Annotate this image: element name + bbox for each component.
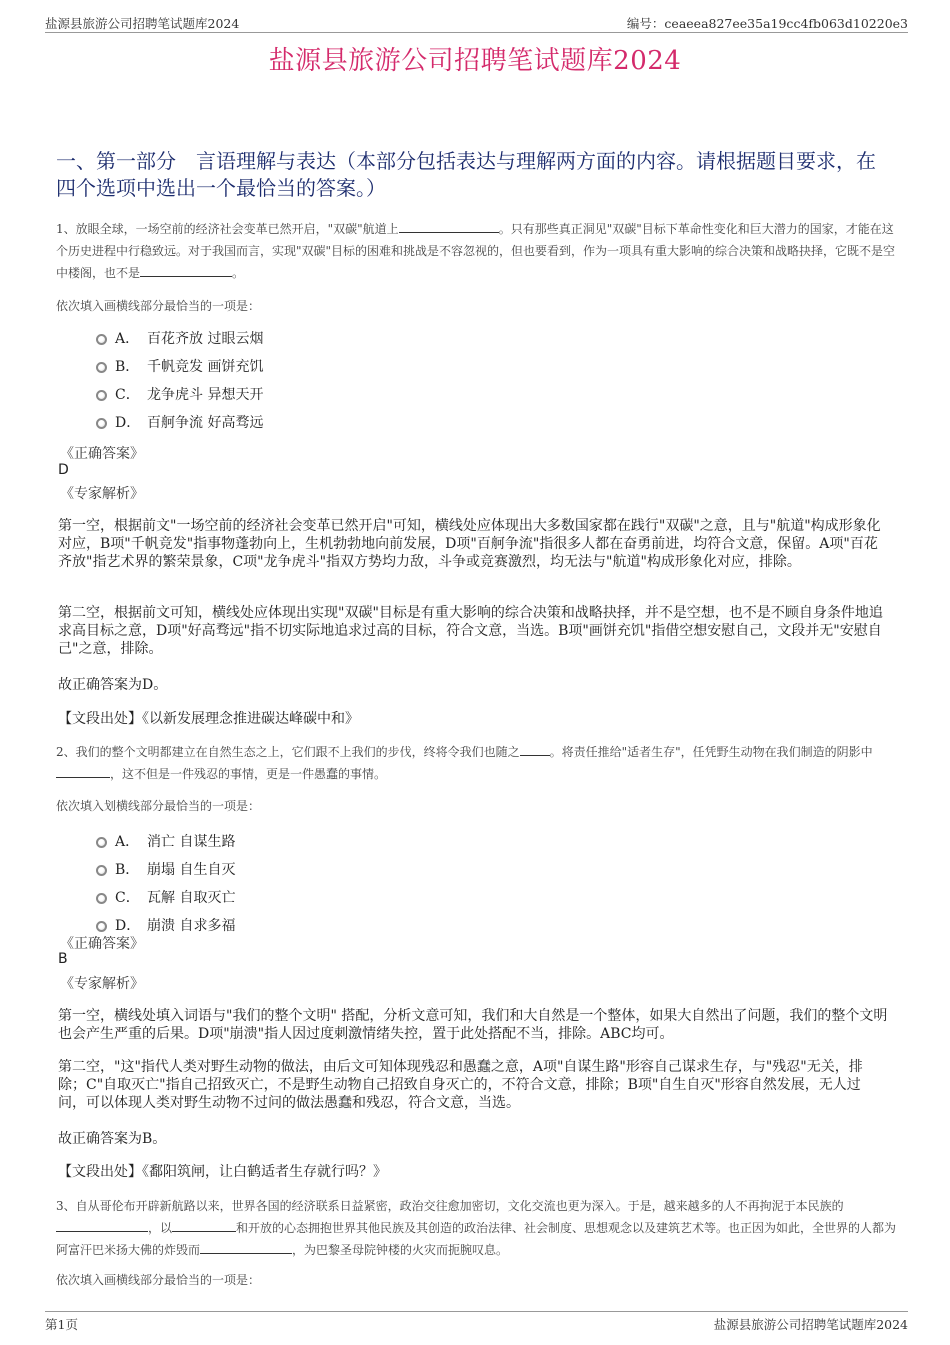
- source-note: 【文段出处】《以新发展理念推进碳达峰碳中和》: [58, 711, 359, 727]
- radio-icon[interactable]: [96, 893, 107, 904]
- question-1-prompt: 依次填入画横线部分最恰当的一项是：: [56, 299, 261, 313]
- question-2-text: 2、我们的整个文明都建立在自然生态之上，它们跟不上我们的步伐，终将令我们也随之 。将责任推给"适者生存"，任凭野生动物在我们制造的阴影中，这不但是一件残忍的事情，更是一件愚蠢的事情。: [56, 741, 898, 785]
- option-a[interactable]: A． 百花齐放 过眼云烟: [96, 325, 263, 353]
- header-left: 盐源县旅游公司招聘笔试题库2024: [45, 16, 240, 31]
- analysis-paragraph: 第一空，根据前文"一场空前的经济社会变革已然开启"可知，横线处应体现出大多数国家都在践行"双碳"之意，且与"航道"构成形象化对应，B项"千帆竞发"指事物蓬勃向上，生机勃勃地向前发展，D项"百舸争流"指很多人都在奋勇前进，均符合文意，保留。A项"百花齐放"指艺术界的繁荣景象，C项"龙争虎斗"指双方势均力敌，斗争或竞赛激烈，均无法与"航道"构成形象化对应，排除。: [58, 518, 881, 570]
- blank-line: [56, 764, 110, 778]
- source-note: 【文段出处】《鄱阳筑闸，让白鹤适者生存就行吗？》: [58, 1164, 387, 1180]
- blank-line: [140, 263, 232, 277]
- option-c[interactable]: C． 龙争虎斗 异想天开: [96, 381, 263, 409]
- analysis-label: 《专家解析》: [60, 486, 144, 502]
- option-b[interactable]: B． 崩塌 自生自灭: [96, 856, 235, 884]
- question-2-prompt: 依次填入划横线部分最恰当的一项是：: [56, 799, 261, 813]
- radio-icon[interactable]: [96, 334, 107, 345]
- blank-line: [56, 1218, 148, 1232]
- question-3-text: 3、自从哥伦布开辟新航路以来，世界各国的经济联系日益紧密，政治交往愈加密切，文化交流也更为深入。于是，越来越多的人不再拘泥于本民族的，以 和开放的心态拥抱世界其他民族及其创造的政治法律、社会制度、思想观念以及建筑艺术等。也正因为如此，全世界的人都为阿富汗巴米扬大佛的炸毁而 ，为巴黎圣母院钟楼的火灾而扼腕叹息。: [56, 1199, 897, 1257]
- option-a[interactable]: A． 消亡 自谋生路: [96, 828, 235, 856]
- answer-label: 《正确答案》: [60, 446, 144, 462]
- option-d[interactable]: D． 百舸争流 好高骛远: [96, 409, 263, 437]
- page-footer: [45, 1311, 908, 1332]
- page-title: 盐源县旅游公司招聘笔试题库2024: [268, 46, 682, 76]
- page-number: 第1页: [45, 1317, 78, 1332]
- radio-icon[interactable]: [96, 362, 107, 373]
- answer-label: 《正确答案》: [60, 936, 144, 952]
- blank-line: [172, 1218, 236, 1232]
- question-3-prompt: 依次填入画横线部分最恰当的一项是：: [56, 1273, 261, 1287]
- question-1-options: [96, 325, 263, 437]
- radio-icon[interactable]: [96, 837, 107, 848]
- page-header: [45, 14, 908, 33]
- radio-icon[interactable]: [96, 865, 107, 876]
- footer-title: 盐源县旅游公司招聘笔试题库2024: [713, 1317, 908, 1332]
- option-d[interactable]: D． 崩溃 自求多福: [96, 912, 235, 940]
- blank-line: [200, 1240, 292, 1254]
- blank-line: [399, 219, 499, 233]
- radio-icon[interactable]: [96, 921, 107, 932]
- answer-value: D: [58, 462, 69, 478]
- analysis-paragraph: 第二空，"这"指代人类对野生动物的做法，由后文可知体现残忍和愚蠢之意，A项"自谋生路"形容自己谋求生存，与"残忍"无关，排除；C"自取灭亡"指自己招致灭亡，不是野生动物自己招致自身灭亡的，不符合文意，排除；B项"自生自灭"形容自然发展，无人过问，可以体现人类对野生动物不过问的做法愚蠢和残忍，符合文意，当选。: [58, 1059, 863, 1111]
- radio-icon[interactable]: [96, 390, 107, 401]
- analysis-conclusion: 故正确答案为B。: [58, 1131, 167, 1147]
- question-2-options: [96, 828, 235, 940]
- option-c[interactable]: C． 瓦解 自取灭亡: [96, 884, 235, 912]
- radio-icon[interactable]: [96, 418, 107, 429]
- header-doc-id: 编号：ceaeea827ee35a19cc4fb063d10220e3: [626, 16, 908, 31]
- analysis-conclusion: 故正确答案为D。: [58, 677, 168, 693]
- analysis-paragraph: 第一空，横线处填入词语与"我们的整个文明" 搭配，分析文意可知，我们和大自然是一个整体，如果大自然出了问题，我们的整个文明也会产生严重的后果。D项"崩溃"指人因过度刺激情绪失控，置于此处搭配不当，排除。ABC均可。: [58, 1008, 888, 1042]
- option-b[interactable]: B． 千帆竞发 画饼充饥: [96, 353, 263, 381]
- blank-line: [520, 742, 550, 756]
- analysis-label: 《专家解析》: [60, 976, 144, 992]
- section-heading: 一、第一部分 言语理解与表达（本部分包括表达与理解两方面的内容。请根据题目要求，在四个选项中选出一个最恰当的答案。）: [56, 149, 876, 200]
- analysis-paragraph: 第二空，根据前文可知，横线处应体现出实现"双碳"目标是有重大影响的综合决策和战略抉择，并不是空想，也不是不顾自身条件地追求高目标之意，D项"好高骛远"指不切实际地追求过高的目标，符合文意，当选。B项"画饼充饥"指借空想安慰自己，文段并无"安慰自己"之意，排除。: [58, 605, 883, 657]
- question-1-text: 1、放眼全球，一场空前的经济社会变革已然开启，"双碳"航道上 。只有那些真正洞见"双碳"目标下革命性变化和巨大潜力的国家，才能在这个历史进程中行稳致远。对于我国而言，实现"双碳"目标的困难和挑战是不容忽视的，但也要看到，作为一项具有重大影响的综合决策和战略抉择，它既不是空中楼阁，也不是 。: [56, 218, 898, 284]
- answer-value: B: [58, 951, 68, 967]
